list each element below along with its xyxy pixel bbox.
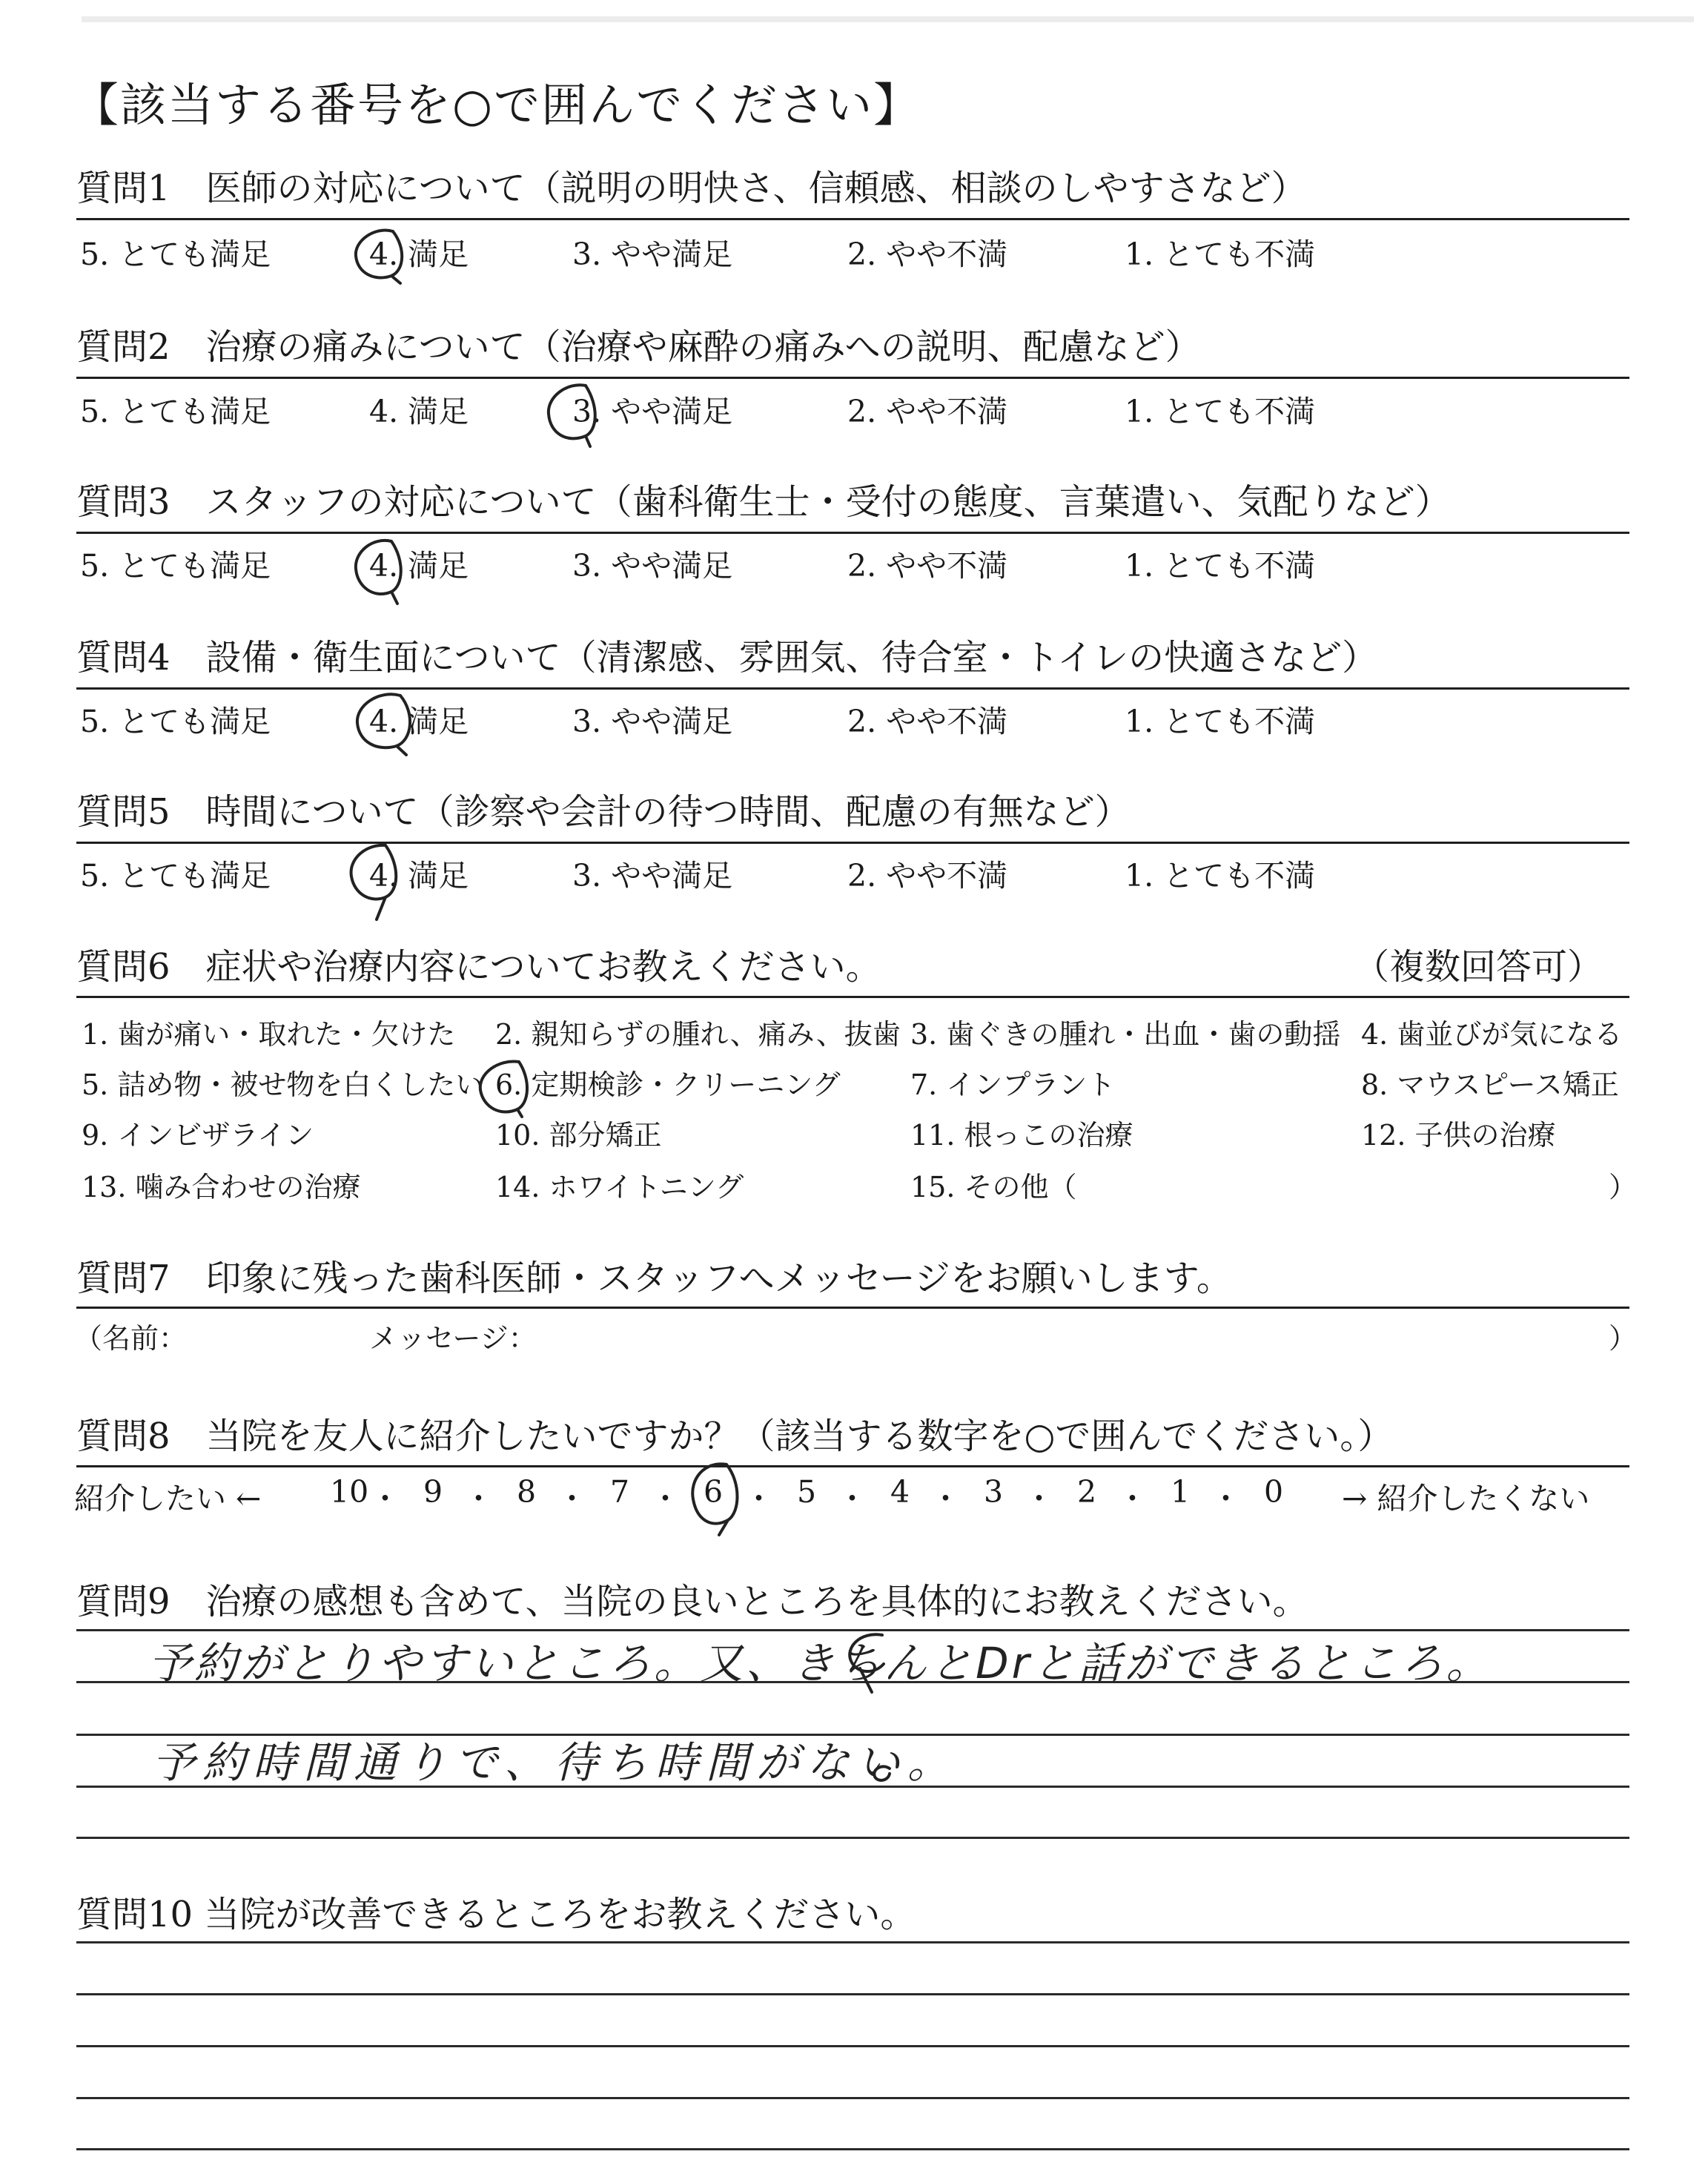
q4-option-1[interactable]: 1. とても不満 [1125, 704, 1316, 739]
answer-line [76, 1837, 1629, 1839]
question-8 [76, 1413, 1629, 1460]
q1-option-2[interactable]: 2. やや不満 [847, 237, 1008, 272]
question-2-title: 質問2 治療の痛みについて（治療や麻酔の痛みへの説明、配慮など） [76, 326, 1201, 368]
q6-option-7[interactable]: 7. インプラント [910, 1069, 1116, 1101]
q8-scale-separator: ・ [744, 1481, 774, 1516]
q1-option-1[interactable]: 1. とても不満 [1125, 237, 1316, 272]
q8-scale-10[interactable]: 10 [330, 1474, 369, 1510]
divider [76, 996, 1629, 998]
q6-option-9[interactable]: 9. インビザライン [82, 1119, 314, 1152]
q1-option-5[interactable]: 5. とても満足 [80, 237, 271, 272]
q5-option-3[interactable]: 3. やや満足 [572, 858, 733, 894]
q4-option-2[interactable]: 2. やや不満 [847, 704, 1008, 739]
q3-option-1[interactable]: 1. とても不満 [1125, 548, 1316, 584]
q8-scale-separator: ・ [1117, 1481, 1148, 1516]
q8-scale-9[interactable]: 9 [423, 1474, 443, 1510]
q2-option-2[interactable]: 2. やや不満 [847, 394, 1008, 429]
q6-option-3[interactable]: 3. 歯ぐきの腫れ・出血・歯の動揺 [910, 1018, 1341, 1051]
question-10-title: 質問10 当院が改善できるところをお教えください。 [76, 1894, 916, 1935]
divider [76, 687, 1629, 690]
question-7-title: 質問7 印象に残った歯科医師・スタッフへメッセージをお願いします。 [76, 1258, 1232, 1299]
answer-line [76, 2097, 1629, 2099]
q8-scale-separator: ・ [650, 1481, 681, 1516]
question-7 [76, 1255, 1629, 1302]
q8-scale-separator: ・ [1211, 1481, 1241, 1516]
question-6-note: （複数回答可） [1353, 946, 1603, 988]
question-9 [76, 1578, 1629, 1625]
q8-scale-separator: ・ [370, 1481, 400, 1516]
q5-option-2[interactable]: 2. やや不満 [847, 858, 1008, 894]
divider [76, 377, 1629, 379]
q4-option-3[interactable]: 3. やや満足 [572, 704, 733, 739]
q2-option-1[interactable]: 1. とても不満 [1125, 394, 1316, 429]
q2-option-4[interactable]: 4. 満足 [369, 394, 469, 429]
q9-answer-line-1: 予約がとりやすいところ。又、きちんとDrと話ができるところ。 [148, 1638, 1492, 1688]
answer-line [76, 1993, 1629, 1995]
question-4-title: 質問4 設備・衛生面について（清潔感、雰囲気、待合室・トイレの快適さなど） [76, 637, 1378, 678]
q6-option-14[interactable]: 14. ホワイトニング [495, 1171, 744, 1203]
q6-option-8[interactable]: 8. マウスピース矯正 [1361, 1069, 1619, 1101]
q8-scale-7[interactable]: 7 [610, 1474, 630, 1510]
question-3 [76, 478, 1629, 526]
question-5-title: 質問5 時間について（診察や会計の待つ時間、配慮の有無など） [76, 791, 1131, 833]
divider [76, 842, 1629, 844]
q8-scale-4[interactable]: 4 [890, 1474, 910, 1510]
q8-scale-separator: ・ [557, 1481, 587, 1516]
q8-scale-separator: ・ [1024, 1481, 1054, 1516]
divider [76, 1465, 1629, 1467]
q1-option-3[interactable]: 3. やや満足 [572, 237, 733, 272]
q9-answer-line-2: 予約時間通りで、待ち時間がない。 [152, 1737, 958, 1788]
divider [76, 218, 1629, 220]
q6-option-2[interactable]: 2. 親知らずの腫れ、痛み、抜歯 [495, 1018, 901, 1051]
q5-option-1[interactable]: 1. とても不満 [1125, 858, 1316, 894]
top-edge-line [82, 16, 1694, 22]
q8-scale-5[interactable]: 5 [797, 1474, 817, 1510]
answer-line [76, 2148, 1629, 2150]
q6-option-12[interactable]: 12. 子供の治療 [1361, 1119, 1556, 1152]
answer-line [76, 1941, 1629, 1943]
q3-option-4[interactable]: 4. 満足 [369, 548, 469, 584]
q8-scale-3[interactable]: 3 [984, 1474, 1004, 1510]
q4-option-5[interactable]: 5. とても満足 [80, 704, 271, 739]
q3-option-3[interactable]: 3. やや満足 [572, 548, 733, 584]
q6-option-10[interactable]: 10. 部分矯正 [495, 1119, 662, 1152]
question-3-title: 質問3 スタッフの対応について（歯科衛生士・受付の態度、言葉遣い、気配りなど） [76, 481, 1451, 523]
q8-scale-0[interactable]: 0 [1264, 1474, 1284, 1510]
question-4 [76, 634, 1629, 681]
q8-scale-separator: ・ [930, 1481, 961, 1516]
q6-option-1[interactable]: 1. 歯が痛い・取れた・欠けた [82, 1018, 456, 1051]
q8-scale-separator: ・ [463, 1481, 494, 1516]
answer-line [76, 2045, 1629, 2047]
q3-option-2[interactable]: 2. やや不満 [847, 548, 1008, 584]
question-1-title: 質問1 医師の対応について（説明の明快さ、信頼感、相談のしやすさなど） [76, 168, 1307, 209]
q7-message-label: メッセージ： [369, 1322, 537, 1355]
q8-scale-6[interactable]: 6 [704, 1474, 724, 1510]
q6-option-4[interactable]: 4. 歯並びが気になる [1361, 1018, 1623, 1051]
divider [76, 532, 1629, 534]
question-10 [76, 1891, 1629, 1938]
q4-option-4[interactable]: 4. 満足 [369, 704, 469, 739]
q2-option-3[interactable]: 3. やや満足 [572, 394, 733, 429]
q6-option-5[interactable]: 5. 詰め物・被せ物を白くしたい [82, 1069, 484, 1101]
q6-option-15[interactable]: 15. その他（ [910, 1171, 1077, 1203]
question-2 [76, 323, 1629, 371]
question-5 [76, 788, 1629, 836]
q6-other-close: ） [1609, 1171, 1638, 1203]
q8-scale-2[interactable]: 2 [1077, 1474, 1097, 1510]
q5-option-5[interactable]: 5. とても満足 [80, 858, 271, 894]
divider [76, 1307, 1629, 1309]
q3-option-5[interactable]: 5. とても満足 [80, 548, 271, 584]
q6-option-6[interactable]: 6. 定期検診・クリーニング [495, 1069, 841, 1101]
question-8-title: 質問8 当院を友人に紹介したいですか？（該当する数字を○で囲んでください。） [76, 1416, 1394, 1457]
q8-scale-separator: ・ [837, 1481, 867, 1516]
q8-right-label: → 紹介したくない [1342, 1481, 1590, 1516]
q6-option-11[interactable]: 11. 根っこの治療 [910, 1119, 1133, 1152]
q7-name-label: （名前： [74, 1322, 188, 1355]
question-9-title: 質問9 治療の感想も含めて、当院の良いところを具体的にお教えください。 [76, 1581, 1308, 1622]
question-6-title: 質問6 症状や治療内容についてお教えください。 [76, 946, 881, 988]
page-title: 【該当する番号を○で囲んでください】 [73, 78, 921, 132]
question-1 [76, 165, 1629, 212]
q8-scale-8[interactable]: 8 [517, 1474, 537, 1510]
q6-option-13[interactable]: 13. 噛み合わせの治療 [82, 1171, 361, 1203]
q2-option-5[interactable]: 5. とても満足 [80, 394, 271, 429]
q1-option-4[interactable]: 4. 満足 [369, 237, 469, 272]
q8-scale-1[interactable]: 1 [1171, 1474, 1191, 1510]
q7-close: ） [1609, 1322, 1638, 1355]
q8-left-label: 紹介したい ← [74, 1481, 262, 1516]
q5-option-4[interactable]: 4. 満足 [369, 858, 469, 894]
question-6 [76, 943, 1629, 991]
